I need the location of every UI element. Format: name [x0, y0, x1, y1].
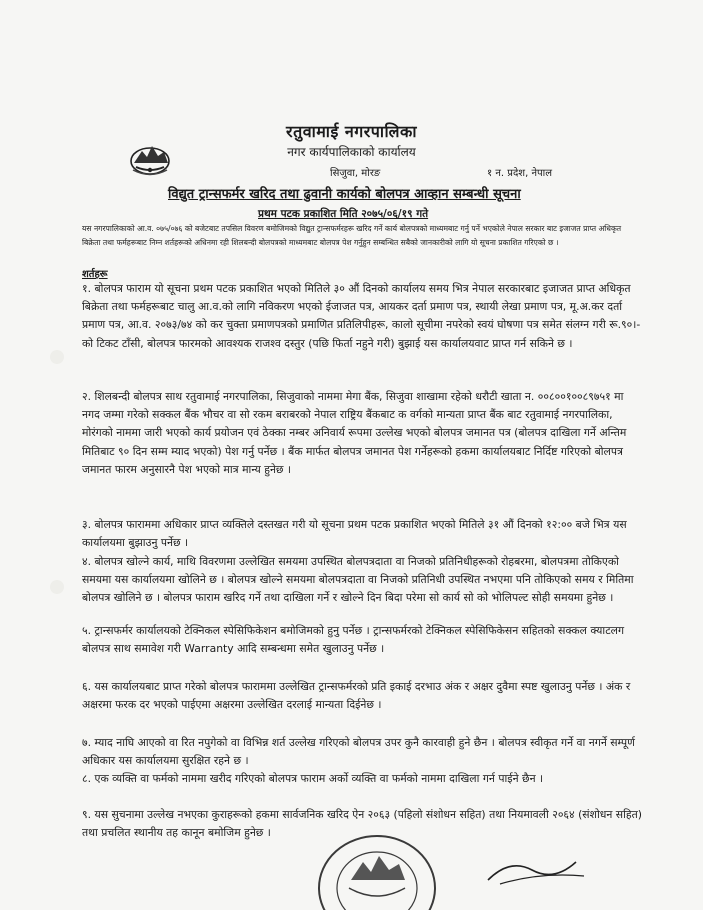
condition-item: ४. बोलपत्र खोल्ने कार्य, माथि विवरणमा उल्लेखित समयमा उपस्थित बोलपत्रदाता वा निजको प्रतिनिधीहरूको रोहबरमा, बोलपत्रमा तोकिएको समयमा यस कार्यालयमा खोलिने छ । बोलपत्र खोल्ने समयमा बोलपत्रदाता वा निजको प्रतिनिधी उपस्थित नभएमा पनि तोकिएको समय र मितिमा बोलपत्र खोलिने छ । बोलपत्र फाराम खरिद गर्ने तथा दाखिला गर्ने र खोल्ने दिन बिदा परेमा सो कार्य सो को भोलिपल्ट सोही समयमा हुनेछ । [82, 555, 634, 605]
condition-item: ७. म्याद नाघि आएको वा रित नपुगेको वा विभिन्न शर्त उल्लेख गरिएको बोलपत्र उपर कुनै कारवाही हुने छैन । बोलपत्र स्वीकृत गर्ने वा नगर्ने सम्पूर्ण अधिकार यस कार्यालयमा सुरक्षित रहने छ । [82, 736, 635, 768]
condition-item: ५. ट्रान्सफर्मर कार्यालयको टेक्निकल स्पेसिफिकेशन बमोजिमको हुनु पर्नेछ । ट्रान्सफर्मरको टेक्निकल स्पेसिफिकेसन सहितको सक्कल क्याटलग बोलपत्र साथ समावेश गरी Warranty आदि सम्बन्धमा समेत खुलाउनु पर्नेछ । [82, 624, 625, 656]
office-subtitle: नगर कार्यपालिकाको कार्यालय [287, 145, 416, 159]
punch-hole [50, 350, 64, 364]
condition-item: ९. यस सुचनामा उल्लेख नभएका कुराहरूको हकमा सार्वजनिक खरिद ऐन २०६३ (पहिलो संशोधन सहित) तथा नियमावली २०६४ (संशोधन सहित) तथा प्रचलित स्थानीय तह कानून बमोजिम हुनेछ । [82, 808, 642, 840]
condition-item: १. बोलपत्र फाराम यो सूचना प्रथम पटक प्रकाशित भएको मितिले ३० औं दिनको कार्यालय समय भित्र नेपाल सरकारबाट इजाजत प्राप्त अधिकृत बिक्रेता तथा फर्महरूबाट चालु आ.व.को लागि नविकरण भएको ईजाजत पत्र, आयकर दर्ता प्रमाण पत्र, स्थायी लेखा प्रमाण पत्र, मू.अ.कर दर्ता प्रमाण पत्र, आ.व. २०७३/७४ को कर चुक्ता प्रमाणपत्रको प्रमाणित प्रतिलिपीहरू, कालो सूचीमा नपरेको स्वयं घोषणा पत्र समेत संलग्न गरी रू.९०।- को टिकट टाँसी, बोलपत्र फारमको आवश्यक राजश्व दस्तुर (पछि फिर्ता नहुने गरी) बुझाई यस कार्यालयवाट प्राप्त गर्न सकिने छ । [82, 282, 641, 350]
intro-paragraph: यस नगरपालिकाको आ.व. ०७५/०७६ को बजेटबाट तपसिल विवरण बमोजिमको विद्युत ट्रान्सफर्मरहरू खरिद गर्ने कार्य बोलपत्रको माध्यमबाट गर्नु पर्ने भएकोले नेपाल सरकार बाट इजाजत प्राप्त अधिकृत बिक्रेता तथा फर्महरूबाट निम्न शर्तहरूको अधिनमा रही शिलबन्दी बोलपत्रको माध्यमबाट बोलपत्र पेश गर्नुहुन सम्बन्धित सबैको जानकारीको लागि यो सूचना प्रकाशित गरिएको छ । [82, 224, 622, 247]
conditions-heading: शर्तहरू [82, 269, 108, 280]
office-location: सिजुवा, मोरङ [330, 168, 381, 179]
punch-hole [50, 580, 64, 594]
province-label: १ न. प्रदेश, नेपाल [487, 168, 553, 179]
condition-item: ३. बोलपत्र फाराममा अधिकार प्राप्त व्यक्तिले दस्तखत गरी यो सूचना प्रथम पटक प्रकाशित भएको मितिले ३१ औं दिनको १२:०० बजे भित्र यस कार्यालयमा बुझाउनु पर्नेछ । [82, 518, 627, 550]
office-title: रतुवामाई नगरपालिका [286, 122, 417, 141]
condition-item: ८. एक व्यक्ति वा फर्मको नाममा खरीद गरिएको बोलपत्र फाराम अर्को व्यक्ति वा फर्मको नाममा दाखिला गर्न पाईने छैन । [82, 772, 544, 785]
condition-item: २. शिलबन्दी बोलपत्र साथ रतुवामाई नगरपालिका, सिजुवाको नाममा मेगा बैंक, सिजुवा शाखामा रहेको धरौटी खाता न. ००८००१००८९७५१ मा नगद जम्मा गरेको सक्कल बैंक भौचर वा सो रकम बराबरको नेपाल राष्ट्रिय बैंकबाट क वर्गको मान्यता प्राप्त बैंक बाट रतुवामाई नगरपालिका, मोरंगको नाममा जारी भएको कार्य प्रयोजन एवं ठेक्का नम्बर अनिवार्य रूपमा उल्लेख भएको बोलपत्र जमानत पत्र (बोलपत्र दाखिला गर्ने अन्तिम मितिबाट ९० दिन सम्म म्याद भएको) पेश गर्नु पर्नेछ । बैंक मार्फत बोलपत्र जमानत पेश गर्नेहरूको हकमा कार्यालयबाट निर्दिष्ट गरिएको बोलपत्र जमानत फारम अनुसारनै पेश भएको मात्र मान्य हुनेछ । [82, 390, 627, 476]
condition-item: ६. यस कार्यालयबाट प्राप्त गरेको बोलपत्र फाराममा उल्लेखित ट्रान्सफर्मरको प्रति इकाई दरभाउ अंक र अक्षर दुवैमा स्पष्ट खुलाउनु पर्नेछ । अंक र अक्षरमा फरक दर भएको पाईएमा अक्षरमा उल्लेखित दरलाई मान्यता दिईनेछ । [82, 680, 631, 712]
publication-date: प्रथम पटक प्रकाशित मिति २०७५/०६/१९ गते [258, 208, 429, 220]
notice-title: विद्युत ट्रान्सफर्मर खरिद तथा ढुवानी कार्यको बोलपत्र आव्हान सम्बन्धी सूचना [168, 187, 521, 202]
office-stamp-icon [315, 818, 440, 910]
signature-icon [480, 850, 590, 890]
